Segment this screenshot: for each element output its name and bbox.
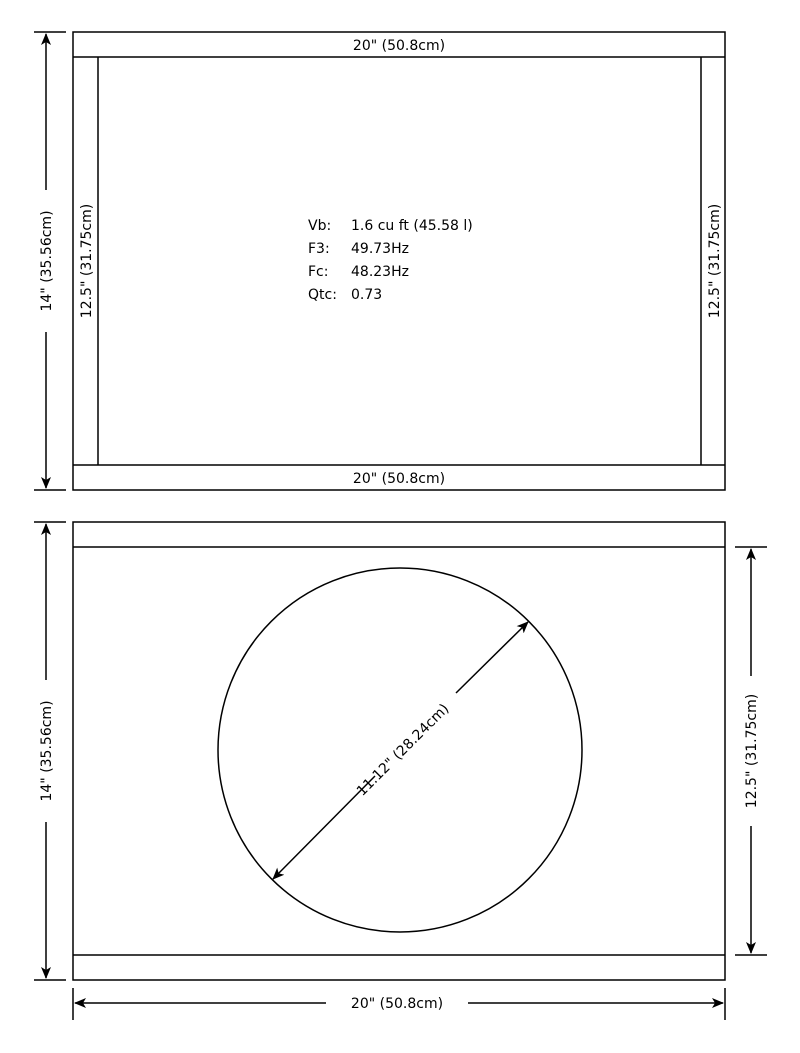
diameter-arrow [456,622,528,693]
top-height-label: 14" (35.56cm) [39,210,55,312]
top-height-dimension [34,32,66,490]
spec-value: 49.73Hz [351,241,409,257]
top-panel-label: 20" (50.8cm) [352,38,446,54]
top-view-outer-box [73,32,725,490]
front-view [34,522,767,1020]
right-panel-label: 12.5" (31.75cm) [707,203,723,319]
spec-key: Vb: [308,218,332,234]
front-width-dimension [73,988,725,1020]
spec-key: Fc: [308,264,329,280]
spec-key: Qtc: [308,287,337,303]
spec-value: 0.73 [351,287,383,303]
left-panel-label: 12.5" (31.75cm) [79,203,95,319]
front-inner-height-label: 12.5" (31.75cm) [744,693,760,809]
front-width-label: 20" (50.8cm) [350,996,444,1012]
front-inner-height-dimension [735,547,767,955]
spec-list [308,218,473,303]
front-height-label: 14" (35.56cm) [39,700,55,802]
spec-key: F3: [308,241,330,257]
spec-value: 1.6 cu ft (45.58 l) [351,218,473,234]
bottom-panel-label: 20" (50.8cm) [352,471,446,487]
cutout-diameter-label: 11.12" (28.24cm) [353,700,453,800]
front-height-dimension [34,522,66,980]
top-view [34,32,725,490]
spec-value: 48.23Hz [351,264,409,280]
